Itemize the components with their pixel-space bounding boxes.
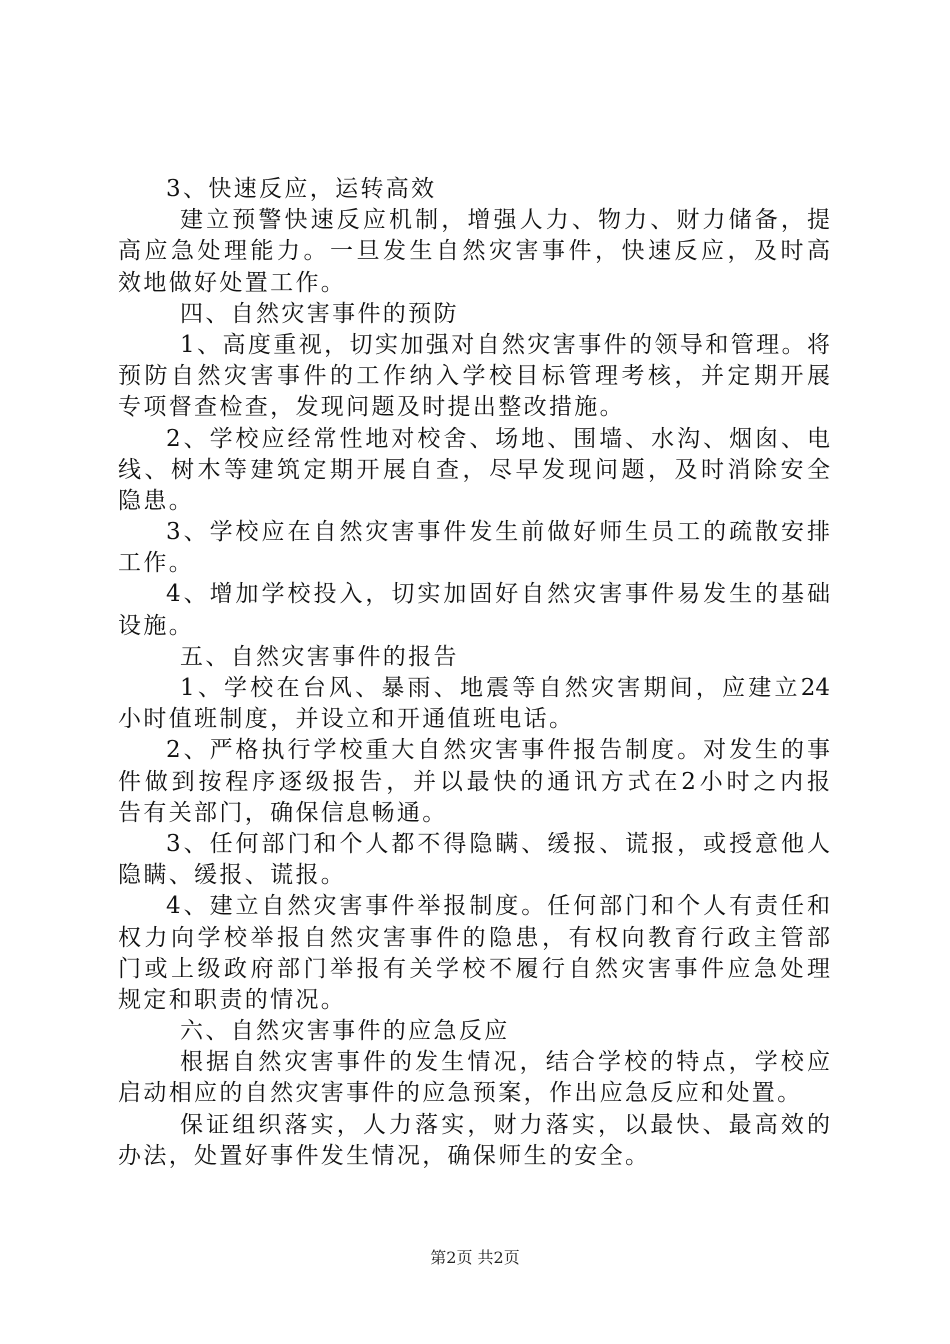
paragraph-line: 隐患。 — [118, 487, 195, 514]
paragraph-line: 3、学校应在自然灾害事件发生前做好师生员工的疏散安排 — [166, 519, 830, 546]
paragraph-line: 设施。 — [118, 612, 195, 639]
paragraph-line: 3、任何部门和个人都不得隐瞒、缓报、谎报，或授意他人 — [166, 830, 830, 857]
paragraph-line: 1、学校在台风、暴雨、地震等自然灾害期间，应建立24 — [180, 675, 830, 701]
paragraph-line: 4、增加学校投入，切实加固好自然灾害事件易发生的基础 — [166, 581, 830, 608]
section-heading-prevention: 四、自然灾害事件的预防 — [180, 300, 459, 327]
document-body — [118, 174, 830, 1172]
paragraph-line: 建立预警快速反应机制，增强人力、物力、财力储备，提 — [180, 207, 830, 234]
paragraph-line: 线、树木等建筑定期开展自查，尽早发现问题，及时消除安全 — [118, 456, 830, 483]
paragraph-line: 门或上级政府部门举报有关学校不履行自然灾害事件应急处理 — [118, 955, 830, 982]
paragraph-line: 1、高度重视，切实加强对自然灾害事件的领导和管理。将 — [180, 331, 830, 358]
paragraph-line: 告有关部门，确保信息畅通。 — [118, 799, 448, 826]
paragraph-line: 2、学校应经常性地对校舍、场地、围墙、水沟、烟囱、电 — [166, 425, 830, 452]
paragraph-line: 2、严格执行学校重大自然灾害事件报告制度。对发生的事 — [166, 737, 830, 764]
paragraph-line: 规定和职责的情况。 — [118, 986, 347, 1013]
section-heading-emergency-response: 六、自然灾害事件的应急反应 — [180, 1018, 510, 1045]
paragraph-line: 高应急处理能力。一旦发生自然灾害事件，快速反应，及时高 — [118, 238, 830, 265]
paragraph-line: 专项督查检查，发现问题及时提出整改措施。 — [118, 394, 625, 421]
paragraph-line: 保证组织落实，人力落实，财力落实，以最快、最高效的 — [180, 1111, 830, 1138]
paragraph-line: 启动相应的自然灾害事件的应急预案，作出应急反应和处置。 — [118, 1080, 803, 1107]
paragraph-line: 4、建立自然灾害事件举报制度。任何部门和个人有责任和 — [166, 893, 830, 920]
paragraph-line: 隐瞒、缓报、谎报。 — [118, 862, 347, 889]
paragraph-line: 办法，处置好事件发生情况，确保师生的安全。 — [118, 1142, 651, 1169]
paragraph-line: 效地做好处置工作。 — [118, 269, 347, 296]
paragraph-line: 权力向学校举报自然灾害事件的隐患，有权向教育行政主管部 — [118, 924, 830, 951]
paragraph-line: 小时值班制度，并设立和开通值班电话。 — [118, 706, 575, 733]
paragraph-line: 工作。 — [118, 550, 195, 577]
paragraph-line: 根据自然灾害事件的发生情况，结合学校的特点，学校应 — [180, 1049, 830, 1076]
page-number-footer: 第2页 共2页 — [430, 1248, 520, 1267]
section-heading-report: 五、自然灾害事件的报告 — [180, 643, 459, 670]
paragraph-line: 件做到按程序逐级报告，并以最快的通讯方式在2小时之内报 — [118, 768, 830, 795]
paragraph-line: 预防自然灾害事件的工作纳入学校目标管理考核，并定期开展 — [118, 363, 830, 390]
heading-quick-response: 3、快速反应，运转高效 — [166, 176, 437, 202]
